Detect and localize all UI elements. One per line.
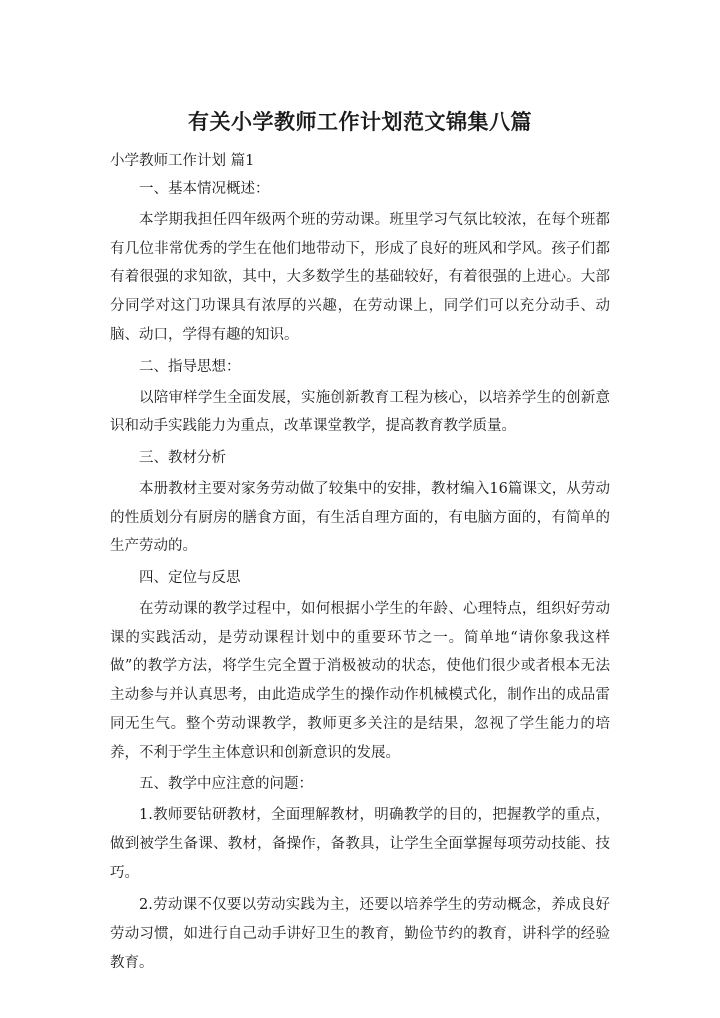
section-heading-4: 四、定位与反思: [139, 570, 241, 587]
section-heading-3: 三、教材分析: [139, 449, 226, 466]
paragraph-5-item-1: 1.教师要钻研教材，全面理解教材，明确教学的目的，把握教学的重点，做到被学生备课、教材，备操作，备教具，让学生全面掌握每项劳动技能、技巧。: [110, 807, 610, 881]
section-heading-1: 一、基本情况概述：: [139, 181, 270, 197]
paragraph-2: 以陪审样学生全面发展，实施创新教育工程为核心，以培养学生的创新意识和动手实践能力为重点，改革课堂教学，提高教育教学质量。: [110, 389, 610, 435]
document-title: 有关小学教师工作计划范文锦集八篇: [188, 110, 532, 134]
paragraph-3: 本册教材主要对家务劳动做了较集中的安排，教材编入16篇课文，从劳动的性质划分有厨房的膳食方面，有生活自理方面的，有电脑方面的，有简单的生产劳动的。: [110, 480, 610, 555]
section-heading-5: 五、教学中应注意的问题：: [139, 776, 313, 793]
document-body: [110, 176, 610, 981]
section-heading-2: 二、指导思想：: [139, 358, 241, 375]
paragraph-1: 本学期我担任四年级两个班的劳动课。班里学习气氛比较浓，在每个班都有几位非常优秀的学生在他们地带动下，形成了良好的班风和学风。孩子们都有着很强的求知欲，其中，大多数学生的基础较好，有着很强的上进心。大部分同学对这门功课具有浓厚的兴趣，在劳动课上，同学们可以充分动手、动脑、动口，学得有趣的知识。: [110, 212, 610, 343]
document-subtitle: 小学教师工作计划 篇1: [110, 153, 255, 169]
paragraph-5-item-2: 2.劳动课不仅要以劳动实践为主，还要以培养学生的劳动概念，养成良好劳动习惯，如进行自己动手讲好卫生的教育，勤俭节约的教育，讲科学的经验教育。: [110, 897, 610, 971]
paragraph-4: 在劳动课的教学过程中，如何根据小学生的年龄、心理特点，组织好劳动课的实践活动，是劳动课程计划中的重要环节之一。简单地“请你象我这样做”的教学方法，将学生完全置于消极被动的状态，使他们很少或者根本无法主动参与并认真思考，由此造成学生的操作动作机械模式化，制作出的成品雷同无生气。整个劳动课教学，教师更多关注的是结果，忽视了学生能力的培养，不利于学生主体意识和创新意识的发展。: [110, 601, 610, 761]
